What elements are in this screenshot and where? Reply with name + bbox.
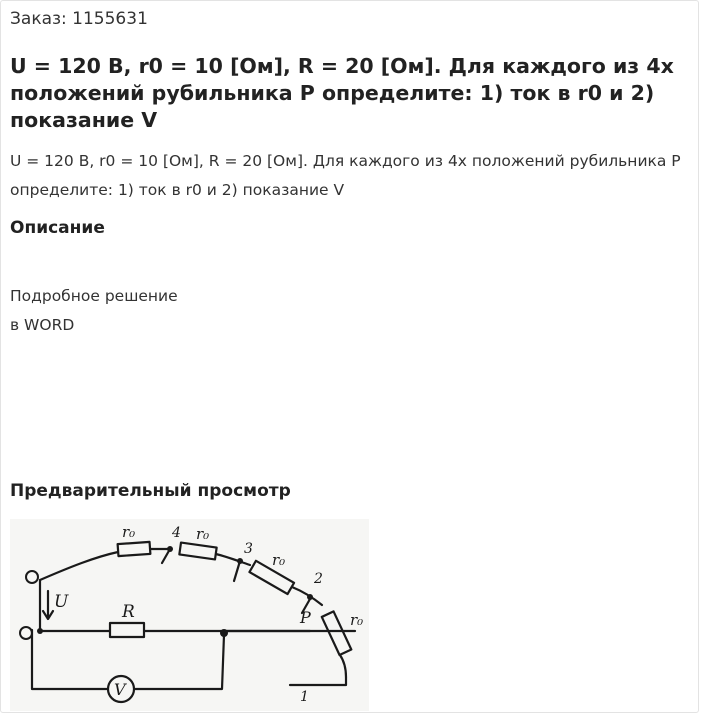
wire-top-left (40, 552, 118, 580)
resistor-main (110, 623, 144, 637)
junction-2 (307, 594, 313, 600)
description-line: в WORD (10, 316, 75, 334)
label-position-2: 2 (314, 571, 323, 587)
problem-description: U = 120 В, r0 = 10 [Ом], R = 20 [Ом]. Для каждого из 4х положений рубильника Р определите: 1) ток в r0 и 2) показание V (10, 152, 681, 199)
order-number: Заказ: 1155631 (10, 9, 148, 29)
description-body (10, 282, 178, 340)
label-switch: P (300, 608, 311, 627)
wire-arc-4 (340, 655, 346, 677)
label-voltage: U (54, 592, 69, 612)
circuit-preview-image (10, 519, 369, 711)
label-position-3: 3 (244, 541, 253, 557)
page-title: U = 120 В, r0 = 10 [Ом], R = 20 [Ом]. Для каждого из 4х положений рубильника Р определите: 1) ток в r0 и 2) показание V (10, 54, 674, 132)
label-position-1: 1 (300, 689, 309, 705)
resistor-r0-1 (118, 542, 151, 556)
label-r0-1: r₀ (122, 523, 136, 541)
description-heading: Описание (10, 218, 105, 238)
label-position-4: 4 (172, 525, 181, 541)
junction-3 (237, 558, 243, 564)
tap-1 (290, 677, 346, 685)
junction-left (37, 628, 43, 634)
resistor-r0-4 (322, 611, 352, 655)
label-r0-2: r₀ (196, 525, 210, 543)
label-main-resistor: R (122, 602, 135, 622)
wire-bottom-left (32, 630, 108, 689)
junction-4 (167, 546, 173, 552)
terminal-top (26, 571, 38, 583)
description-line: Подробное решение (10, 287, 178, 305)
circuit-diagram (10, 519, 369, 711)
preview-heading: Предварительный просмотр (10, 481, 291, 501)
junction-switch (220, 629, 228, 637)
label-r0-3: r₀ (272, 551, 286, 569)
resistor-r0-2 (179, 543, 216, 560)
tap-3 (234, 561, 240, 581)
wire-bottom-right (134, 635, 224, 689)
terminal-bottom (20, 627, 32, 639)
label-r0-4: r₀ (350, 611, 364, 629)
label-voltmeter: V (114, 680, 126, 699)
